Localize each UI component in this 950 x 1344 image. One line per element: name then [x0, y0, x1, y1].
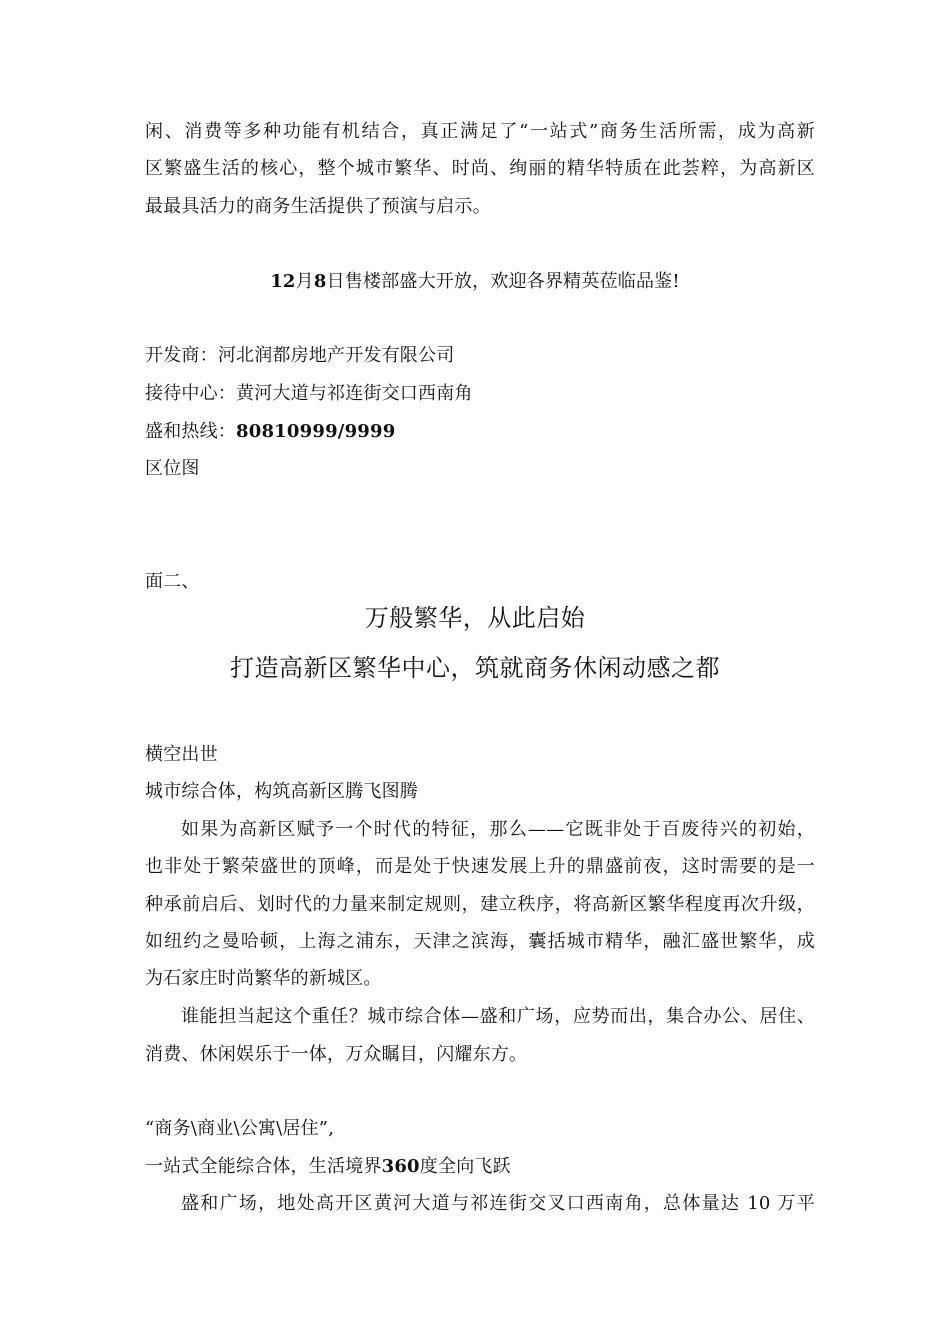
reception-label: 接待中心：	[145, 383, 236, 404]
block1-para1-line-5: 为石家庄时尚繁华的新城区。	[145, 968, 382, 989]
block1-para1-line-1: 如果为高新区赋予一个时代的特征，那么——它既非处于百废待兴的初始，	[181, 819, 815, 840]
block1-para2-line-2: 消费、休闲娱乐于一体，万众瞩目，闪耀东方。	[145, 1044, 528, 1065]
section-subtitle: 打造高新区繁华中心，筑就商务休闲动感之都	[230, 654, 720, 682]
hotline-line	[145, 420, 815, 444]
reception-line	[145, 382, 815, 406]
reception-address: 黄河大道与祁连街交口西南角	[236, 383, 473, 404]
block1-para2-line-1: 谁能担当起这个重任？城市综合体—盛和广场，应势而出，集合办公、居住、	[181, 1006, 815, 1027]
block1-para1-line-2: 也非处于繁荣盛世的顶峰，而是处于快速发展上升的鼎盛前夜，这时需要的是一	[145, 856, 815, 877]
block1-para1-line-3: 种承前启后、划时代的力量来制定规则，建立秩序，将高新区繁华程度再次升级，	[145, 894, 815, 915]
intro-line-2: 区繁盛生活的核心，整个城市繁华、时尚、绚丽的精华特质在此荟粹，为高新区	[145, 158, 815, 179]
block2-heading-2	[145, 1155, 815, 1179]
block2-heading-2-pre: 一站式全能综合体，生活境界	[145, 1156, 382, 1177]
block1-heading-2: 城市综合体，构筑高新区腾飞图腾	[145, 781, 418, 802]
intro-line-3: 最最具活力的商务生活提供了预演与启示。	[145, 196, 491, 217]
intro-line-1: 闲、消费等多种功能有机结合，真正满足了“一站式”商务生活所需，成为高新	[145, 121, 815, 142]
developer-name: 河北润都房地产开发有限公司	[217, 345, 455, 366]
opening-announcement	[0, 270, 950, 294]
section-title: 万般繁华，从此启始	[364, 604, 586, 632]
block2-para1-line-1: 盛和广场，地处高开区黄河大道与祁连街交叉口西南角，总体量达 10 万平	[181, 1193, 815, 1214]
announcement-day: 8	[313, 271, 327, 292]
announcement-month: 12	[270, 271, 296, 292]
announcement-rest: 日售楼部盛大开放，欢迎各界精英莅临品鉴!	[326, 271, 680, 292]
announcement-month-unit: 月	[295, 271, 314, 292]
hotline-label: 盛和热线：	[145, 421, 236, 442]
developer-label: 开发商：	[145, 345, 218, 366]
hotline-number: 80810999/9999	[236, 421, 396, 442]
block1-para1-line-4: 如纽约之曼哈顿，上海之浦东，天津之滨海，囊括城市精华，融汇盛世繁华，成	[145, 931, 815, 952]
block2-heading-2-number: 360	[381, 1156, 420, 1177]
block1-heading-1: 横空出世	[145, 744, 218, 765]
section-label: 面二、	[145, 571, 200, 592]
location-map-label: 区位图	[145, 458, 200, 479]
block2-heading-1: “商务\商业\公寓\居住”,	[145, 1118, 335, 1139]
block2-heading-2-post: 度全向飞跃	[419, 1156, 511, 1177]
developer-line	[145, 344, 815, 368]
